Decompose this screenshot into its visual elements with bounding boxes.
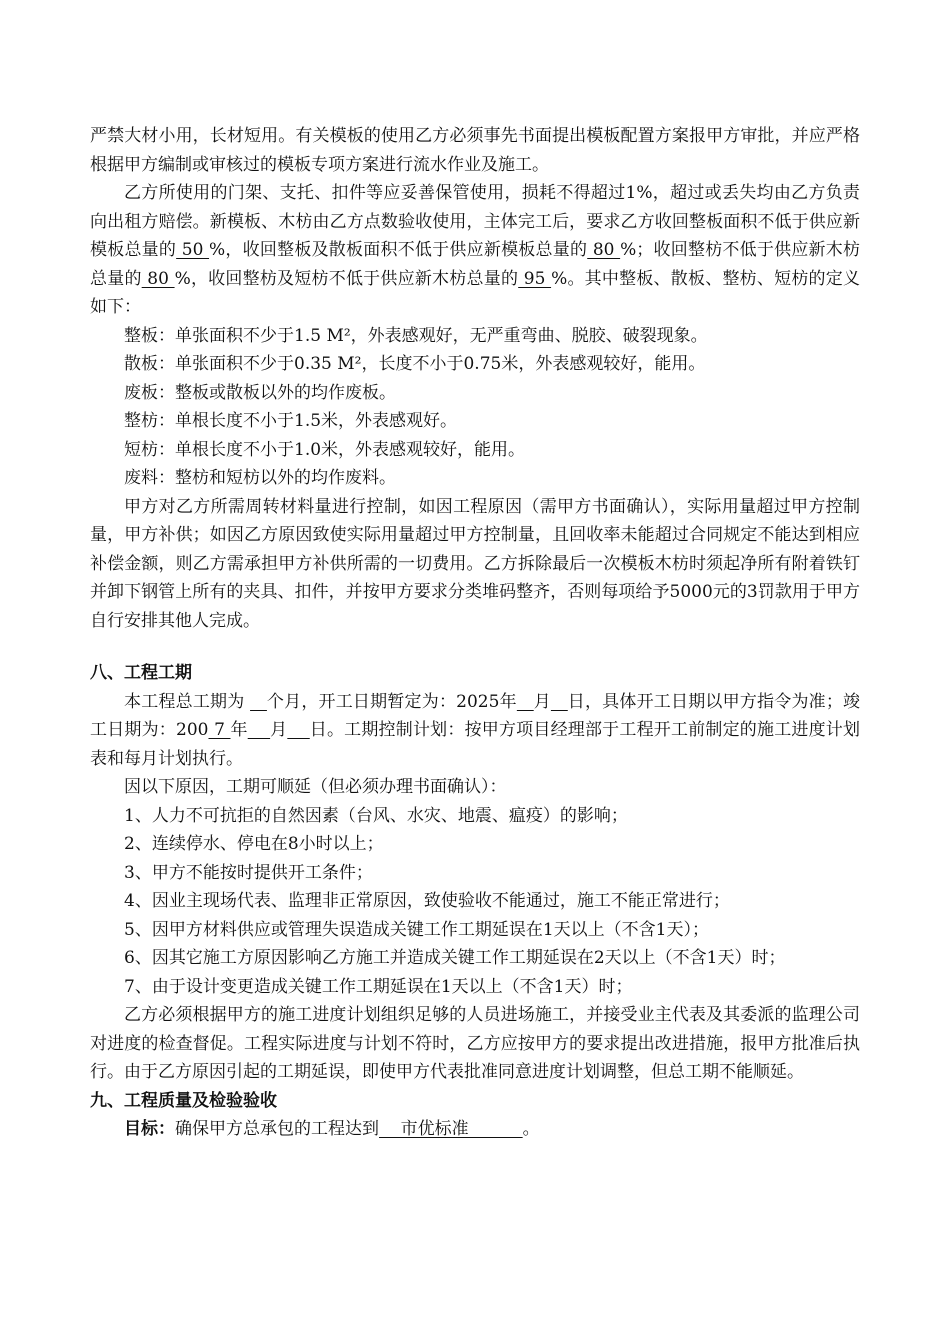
recovery-rate-blank: 80 [587,240,621,260]
definition-line: 废料：整枋和短枋以外的均作废料。 [124,468,396,488]
section-heading-schedule: 八、工程工期 [90,663,192,683]
end-year-blank: 7 [208,720,231,740]
document-page [90,122,860,1144]
list-item: 2、连续停水、停电在8小时以上； [124,834,384,854]
recovery-rate-blank: 50 [176,240,210,260]
recovery-rate-blank: 95 [518,268,552,289]
quality-standard-blank: 市优标准 [379,1119,523,1139]
list-item: 1、人力不可抗拒的自然因素（台风、水灾、地震、瘟疫）的影响； [124,805,628,826]
start-day-blank [551,692,568,712]
paragraph-material-recovery: 乙方所使用的门架、支托、扣件等应妥善保管使用，损耗不得超过1%，超过或丢失均由乙方负责向出租方赔偿。新模板、木枋由乙方点数验收使用，主体完工后，要求乙方收回整板面积不低于供应新模板总量的 50 %，收回整板及散板面积不低于供应新模板总量的 80 %；收回整枋不低于供应新木枋总量的 80 %，收回整枋及短枋不低于供应新木枋总量的 95 %。其中整板、散板、整枋、短枋的定义如下： [90,183,861,317]
definition-line: 短枋：单根长度不小于1.0米，外表感观较好，能用。 [124,439,526,460]
paragraph-schedule-dates: 本工程总工期为 个月，开工日期暂定为：2025年 月 日，具体开工日期以甲方指令为准；竣工日期为：200 7 年 月 日。工期控制计划：按甲方项目经理部于工程开工前制定的施工进度计划表和每月计划执行。 [90,691,861,769]
list-item: 7、由于设计变更造成关键工作工期延误在1天以上（不含1天）时； [124,976,633,997]
list-item: 6、因其它施工方原因影响乙方施工并造成关键工作工期延误在2天以上（不含1天）时； [124,948,786,968]
end-day-blank [287,720,309,740]
definition-line: 整板：单张面积不少于1.5 M²，外表感观好，无严重弯曲、脱胶、破裂现象。 [124,325,708,346]
paragraph-material-control: 甲方对乙方所需周转材料量进行控制，如因工程原因（需甲方书面确认），实际用量超过甲方控制量，甲方补供；如因乙方原因致使实际用量超过甲方控制量，且回收率未能超过合同规定不能达到相应补偿金额，则乙方需承担甲方补供所需的一切费用。乙方拆除最后一次模板木枋时须起净所有附着铁钉并卸下钢管上所有的夹具、扣件，并按甲方要求分类堆码整齐，否则每项给予5000元的3罚款用于甲方自行安排其他人完成。 [90,496,860,631]
duration-blank [250,692,267,712]
definition-line: 散板：单张面积不少于0.35 M²，长度不小于0.75米，外表感观较好，能用。 [124,354,706,374]
paragraph-quality-goal: 目标：确保甲方总承包的工程达到 市优标准 。 [124,1119,540,1139]
list-item: 4、因业主现场代表、监理非正常原因，致使验收不能通过，施工不能正常进行； [124,891,730,911]
definition-line: 废板：整板或散板以外的均作废板。 [124,382,396,403]
list-item: 5、因甲方材料供应或管理失误造成关键工作工期延误在1天以上（不含1天）； [124,919,709,940]
section-heading-quality: 九、工程质量及检验验收 [90,1090,277,1111]
list-item: 3、甲方不能按时提供开工条件； [124,862,373,883]
end-month-blank [248,720,270,740]
goal-label: 目标： [124,1119,175,1139]
paragraph-progress-supervision: 乙方必须根据甲方的施工进度计划组织足够的人员进场施工，并接受业主代表及其委派的监理公司对进度的检查督促。工程实际进度与计划不符时，乙方应按甲方的要求提出改进措施，报甲方批准后执行。由于乙方原因引起的工期延误，即使甲方代表批准同意进度计划调整，但总工期不能顺延。 [90,1005,860,1082]
paragraph-extension-intro: 因以下原因，工期可顺延（但必须办理书面确认）： [124,777,507,797]
recovery-rate-blank: 80 [141,268,175,289]
paragraph-formwork-usage: 严禁大材小用，长材短用。有关模板的使用乙方必须事先书面提出模板配置方案报甲方审批，并应严格根据甲方编制或审核过的模板专项方案进行流水作业及施工。 [90,126,860,175]
start-month-blank [517,692,534,712]
definition-line: 整枋：单根长度不小于1.5米，外表感观好。 [124,411,458,431]
